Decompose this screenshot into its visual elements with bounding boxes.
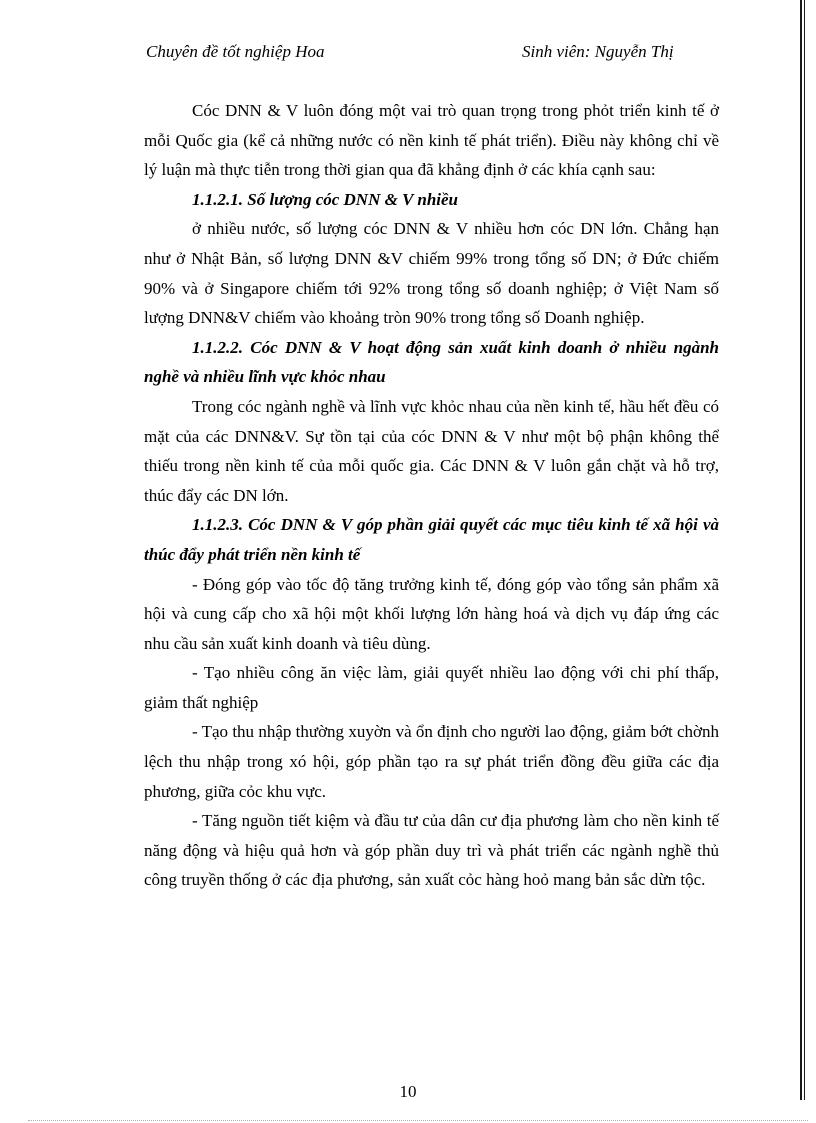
section-heading-1-1-2-3: 1.1.2.3. Cóc DNN & V góp phần giải quyết các mục tiêu kinh tế xã hội và thúc đẩy phát triển nền kinh tế	[144, 515, 719, 564]
bullet-paragraph: - Tạo thu nhập thường xuyờn và ổn định cho người lao động, giảm bớt chờnh lệch thu nhập trong xó hội, góp phần tạo ra sự phát triển đồng đều giữa các địa phương, giữa cỏc khu vực.	[144, 722, 719, 801]
page-number: 10	[399, 1082, 417, 1101]
intro-paragraph: Cóc DNN & V luôn đóng một vai trò quan trọng trong phỏt triển kinh tế ở mỗi Quốc gia (kể cả những nước có nền kinh tế phát triển). Điều này không chỉ về lý luận mà thực tiễn trong thời gian qua đã khẳng định ở các khía cạnh sau:	[144, 101, 719, 180]
bullet-paragraph: - Tăng nguồn tiết kiệm và đầu tư của dân cư địa phương làm cho nền kinh tế năng động và hiệu quả hơn và góp phần duy trì và phát triển các ngành nghề thủ công truyền thống ở các địa phương, sản xuất cỏc hàng hoỏ mang bản sắc dừn tộc.	[144, 811, 719, 890]
header-left: Chuyên đề tốt nghiệp Hoa	[146, 42, 325, 61]
document-body	[144, 96, 719, 895]
section-heading-1-1-2-2: 1.1.2.2. Cóc DNN & V hoạt động sản xuất kinh doanh ở nhiều ngành nghề và nhiều lĩnh vực khỏc nhau	[144, 337, 719, 387]
page-border-right-inner	[804, 0, 805, 1100]
body-paragraph: Trong cóc ngành nghề và lĩnh vực khỏc nhau của nền kinh tế, hầu hết đều có mặt của các DNN&V. Sự tồn tại của cóc DNN & V như một bộ phận không thể thiếu trong nền kinh tế của mỗi quốc gia. Các DNN & V luôn gắn chặt và hỗ trợ, thúc đẩy các DN lớn.	[144, 396, 719, 505]
page-border-right	[800, 0, 802, 1100]
header-right: Sinh viên: Nguyễn Thị	[522, 42, 674, 61]
page-border-bottom	[28, 1120, 808, 1121]
body-paragraph: ở nhiều nước, số lượng cóc DNN & V nhiều hơn cóc DN lớn. Chẳng hạn như ở Nhật Bản, số lượng DNN &V chiếm 99% trong tổng số DN; ở Đức chiếm 90% và ở Singapore chiếm tới 92% trong tổng số doanh nghiệp; ở Việt Nam số lượng DNN&V chiếm vào khoảng tròn 90% trong tổng số Doanh nghiệp.	[144, 219, 719, 328]
section-heading-1-1-2-1: 1.1.2.1. Số lượng cóc DNN & V nhiều	[192, 189, 458, 209]
bullet-paragraph: - Đóng góp vào tốc độ tăng trưởng kinh tế, đóng góp vào tổng sản phẩm xã hội và cung cấp cho xã hội một khối lượng lớn hàng hoá và dịch vụ đáp ứng các nhu cầu sản xuất kinh doanh và tiêu dùng.	[144, 574, 719, 653]
bullet-paragraph: - Tạo nhiều công ăn việc làm, giải quyết nhiều lao động với chi phí thấp, giảm thất nghiệp	[144, 663, 719, 712]
